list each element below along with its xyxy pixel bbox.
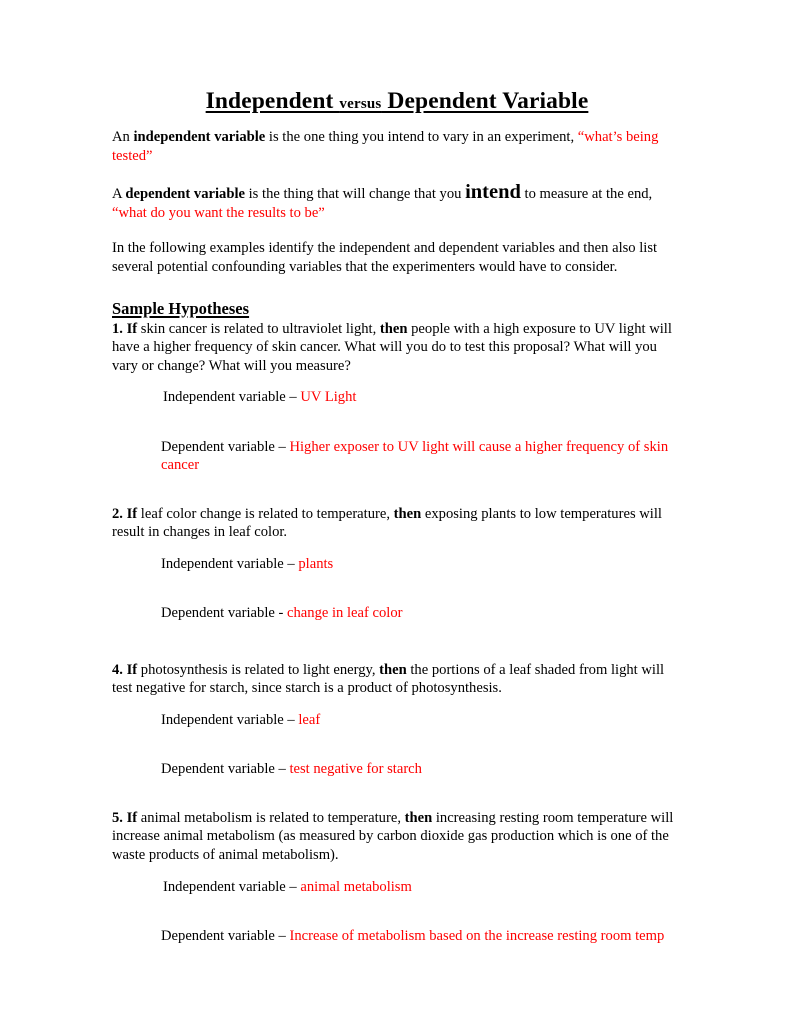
spacer	[112, 407, 682, 438]
document-content	[112, 88, 682, 946]
definition-dependent-term: dependent variable	[125, 186, 245, 203]
hypothesis-item	[112, 661, 682, 779]
dependent-variable-label: Dependent variable –	[161, 928, 290, 945]
spacer	[112, 896, 682, 927]
page-title	[112, 88, 682, 114]
hypothesis-result: the portions of a leaf shaded from light will test negative for starch, since starch is a product of photosynthesis.	[112, 661, 665, 697]
page-title-underlined-group	[206, 88, 589, 114]
hypothesis-statement	[112, 320, 682, 376]
hypothesis-result: increasing resting room temperature will increase animal metabolism (as measured by carbon dioxide gas production which is one of the waste products of animal metabolism).	[112, 809, 674, 863]
spacer	[112, 542, 682, 555]
hypothesis-then-keyword: then	[404, 809, 433, 826]
independent-variable-answer-line	[112, 878, 682, 897]
independent-variable-answer: leaf	[298, 711, 321, 728]
hypothesis-item	[112, 505, 682, 623]
definition-dependent-variable	[112, 182, 682, 222]
hypothesis-then-keyword: then	[379, 320, 408, 337]
dependent-variable-answer: test negative for starch	[289, 761, 422, 778]
independent-variable-label: Independent variable –	[161, 555, 299, 572]
dependent-variable-label: Dependent variable -	[161, 605, 288, 622]
definition-independent-variable	[112, 128, 682, 165]
hypothesis-item	[112, 320, 682, 475]
independent-variable-label: Independent variable –	[163, 389, 301, 406]
dependent-variable-answer: change in leaf color	[287, 605, 403, 622]
spacer	[112, 573, 682, 604]
hypothesis-number: 5.	[112, 809, 123, 826]
independent-variable-answer-line	[112, 388, 682, 407]
definition-dependent-body-1: is the thing that will change that you	[244, 186, 466, 203]
spacer	[112, 729, 682, 760]
hypothesis-condition: skin cancer is related to ultraviolet light,	[137, 320, 380, 337]
spacer	[112, 375, 682, 388]
page-title-versus: versus	[339, 96, 382, 112]
definition-independent-lead: An	[112, 129, 134, 146]
hypothesis-then-keyword: then	[379, 661, 407, 678]
independent-variable-answer: animal metabolism	[300, 878, 412, 895]
spacer	[112, 222, 682, 239]
spacer	[112, 277, 682, 299]
independent-variable-answer-line	[112, 555, 682, 574]
hypothesis-item	[112, 809, 682, 946]
definition-dependent-lead: A	[112, 186, 126, 203]
section-heading-sample-hypotheses: Sample Hypotheses	[112, 298, 250, 318]
hypothesis-then-keyword: then	[393, 505, 422, 522]
definition-independent-term: independent variable	[133, 129, 266, 146]
hypothesis-number: 4.	[112, 661, 123, 678]
dependent-variable-answer: Higher exposer to UV light will cause a higher frequency of skin cancer	[161, 438, 669, 474]
dependent-variable-answer-line	[112, 438, 682, 475]
hypothesis-if-keyword: If	[126, 505, 138, 522]
hypothesis-number: 2.	[112, 505, 123, 522]
hypothesis-condition: animal metabolism is related to temperature,	[137, 809, 405, 826]
spacer	[112, 779, 682, 809]
hypothesis-answers	[112, 878, 682, 946]
hypothesis-number: 1.	[112, 320, 123, 337]
hypothesis-answers	[112, 388, 682, 475]
spacer	[112, 698, 682, 711]
dependent-variable-label: Dependent variable –	[161, 438, 290, 455]
hypothesis-statement	[112, 505, 682, 542]
instructions-paragraph: In the following examples identify the independent and dependent variables and then also list several potential confounding variables that the experimenters would have to consider.	[112, 240, 658, 275]
hypothesis-result: exposing plants to low temperatures will result in changes in leaf color.	[112, 505, 662, 541]
independent-variable-label: Independent variable –	[161, 711, 299, 728]
definition-independent-quote: “what’s being tested”	[112, 129, 659, 164]
dependent-variable-answer-line	[112, 604, 682, 623]
page-title-part-dependent: Dependent Variable	[381, 88, 589, 114]
hypothesis-answers	[112, 711, 682, 779]
hypothesis-if-keyword: If	[126, 320, 138, 337]
hypothesis-result: people with a high exposure to UV light will have a higher frequency of skin cancer. What will you do to test this proposal? What will you vary or change? What will you measure?	[112, 320, 672, 374]
independent-variable-answer: plants	[298, 555, 334, 572]
definition-dependent-emphasis-intend: intend	[465, 181, 521, 204]
hypothesis-if-keyword: If	[126, 661, 138, 678]
definition-dependent-body-2: to measure at the end,	[520, 186, 653, 203]
dependent-variable-answer-line	[112, 927, 682, 946]
spacer	[112, 865, 682, 878]
spacer	[112, 165, 682, 182]
independent-variable-answer-line	[112, 711, 682, 730]
hypothesis-answers	[112, 555, 682, 623]
hypothesis-condition: leaf color change is related to temperature,	[137, 505, 394, 522]
independent-variable-label: Independent variable –	[163, 878, 301, 895]
dependent-variable-label: Dependent variable –	[161, 761, 290, 778]
page-title-part-independent: Independent	[205, 88, 340, 114]
definition-dependent-quote: “what do you want the results to be”	[112, 204, 325, 221]
hypothesis-statement	[112, 661, 682, 698]
spacer	[112, 475, 682, 505]
independent-variable-answer: UV Light	[300, 389, 357, 406]
definition-independent-body: is the one thing you intend to vary in an experiment,	[265, 129, 578, 146]
dependent-variable-answer-line	[112, 760, 682, 779]
hypothesis-condition: photosynthesis is related to light energy,	[137, 661, 380, 678]
spacer	[112, 623, 682, 661]
hypothesis-statement	[112, 809, 682, 865]
dependent-variable-answer: Increase of metabolism based on the increase resting room temp	[289, 928, 665, 945]
section-heading-wrapper	[112, 299, 682, 320]
hypothesis-if-keyword: If	[126, 809, 138, 826]
